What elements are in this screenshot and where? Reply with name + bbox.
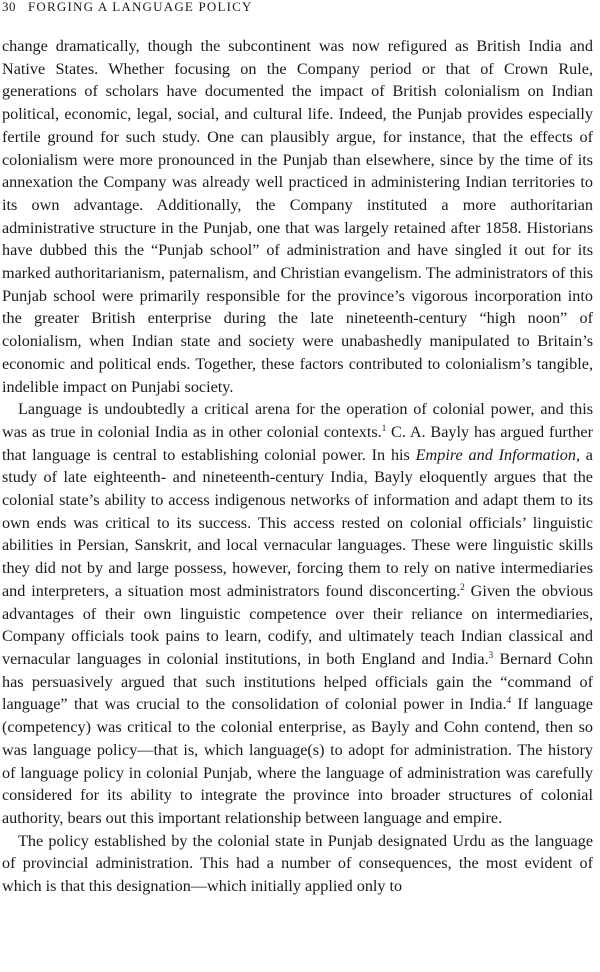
paragraph-2-text-f: If language (competency) was critical to the colonial enterprise, as Bayly and Cohn contend, then so was language policy—that is, which language(s) to adopt for administration. The history of language policy in colonial Punjab, where the language of administration was carefully considered for its ability to integrate the province into broader structures of colonial authority, bears out this important relationship between language and empire. [2, 695, 593, 827]
body-text [2, 35, 593, 898]
paragraph-2 [2, 398, 593, 829]
paragraph-2-text-a: Language is undoubtedly a critical arena for the operation of colonial power, and this was as true in colonial India as in other colonial contexts. [2, 400, 593, 441]
book-title-empire-and-information: Empire and Information, [415, 445, 580, 464]
footnote-ref-3[interactable]: 3 [488, 649, 494, 660]
page-number: 30 [2, 0, 16, 14]
paragraph-3: The policy established by the colonial state in Punjab designated Urdu as the language of provincial administration. This had a number of consequences, the most evident of which is that this designation—which initially applied only to [2, 831, 593, 896]
paragraph-2-text-c: a study of late eighteenth- and nineteenth-century India, Bayly eloquently argues that the colonial state’s ability to access indigenous networks of information and adapt them to its own ends was critical to its success. This access rested on colonial officials’ linguistic abilities in Persian, Sanskrit, and local vernacular languages. These were linguistic skills they did not by and large possess, however, forcing them to rely on native intermediaries and interpreters, a situation most administrators found disconcerting. [2, 445, 593, 600]
paragraph-2-text-d: Given the obvious advantages of their own linguistic competence over their reliance on intermediaries, Company officials took pains to learn, codify, and ultimately teach Indian classical and vernacular languages in colonial institutions, in both England and India. [2, 581, 593, 668]
footnote-ref-1[interactable]: 1 [381, 422, 387, 433]
running-header [2, 0, 593, 18]
paragraph-1: change dramatically, though the subcontinent was now refigured as British India and Native States. Whether focusing on the Company period or that of Crown Rule, generations of scholars have documented the impact of British colonialism on Indian political, economic, legal, social, and cultural life. Indeed, the Punjab provides especially fertile ground for such study. One can plausibly argue, for instance, that the effects of colonialism were more pronounced in the Punjab than elsewhere, since by the time of its annexation the Company was already well practiced in administering Indian territories to its own advantage. Additionally, the Company instituted a more authoritarian administrative structure in the Punjab, one that was largely retained after 1858. Historians have dubbed this the “Punjab school” of administration and have singled it out for its marked authoritarianism, paternalism, and Christian evangelism. The administrators of this Punjab school were primarily responsible for the province’s vigorous incorporation into the greater British enterprise during the late nineteenth-century “high noon” of colonialism, when Indian state and society were unabashedly manipulated to Britain’s economic and political ends. Together, these factors contributed to colonialism’s tangible, indelible impact on Punjabi society. [2, 37, 593, 396]
paragraph-2-text-b: C. A. Bayly has argued further that language is central to establishing colonial power. In his [2, 422, 593, 464]
footnote-ref-2[interactable]: 2 [460, 581, 465, 592]
paragraph-2-text-e: Bernard Cohn has persuasively argued that such institutions helped officials gain the “command of language” that was crucial to the consolidation of colonial power in India. [2, 649, 593, 714]
running-title: FORGING A LANGUAGE POLICY [28, 0, 253, 14]
footnote-ref-4[interactable]: 4 [506, 695, 512, 706]
